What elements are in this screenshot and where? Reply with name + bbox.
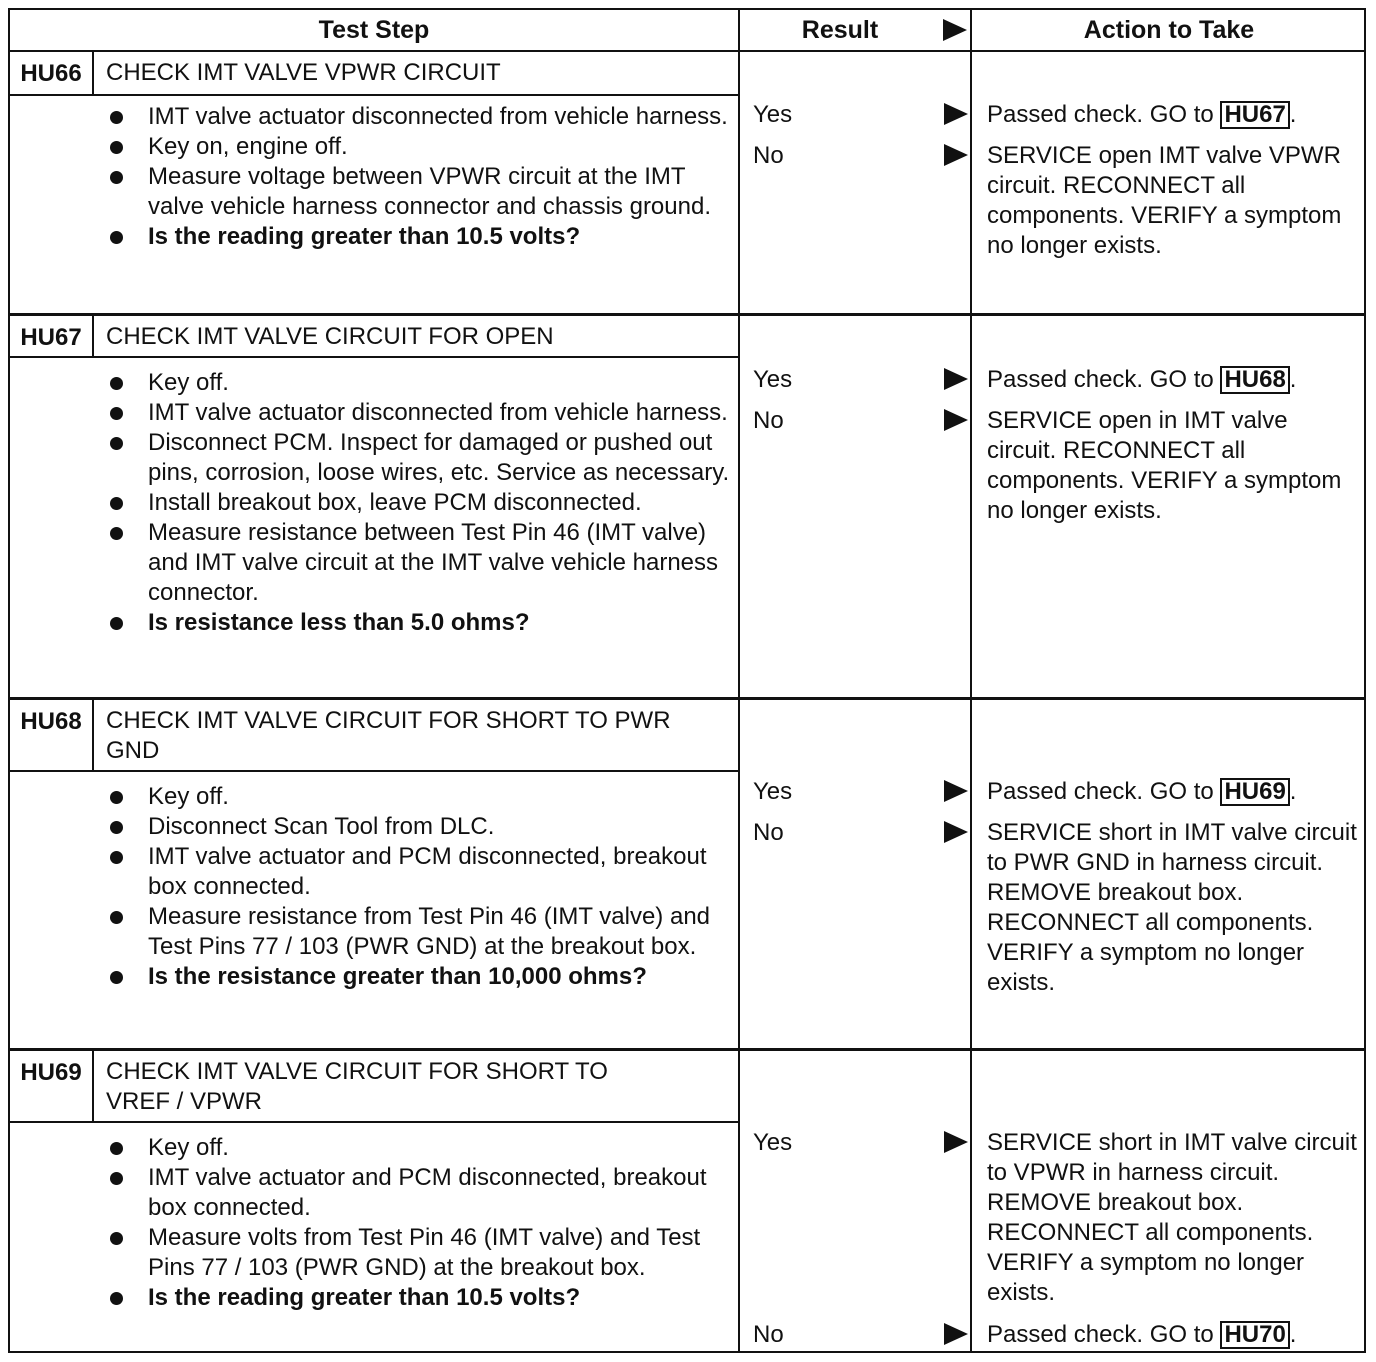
column-divider-action bbox=[970, 10, 972, 1351]
step-id: HU68 bbox=[20, 708, 82, 735]
instruction-question: Is resistance less than 5.0 ohms? bbox=[110, 608, 732, 638]
instruction-question: Is the resistance greater than 10,000 ohms? bbox=[110, 962, 732, 992]
header-test-step: Test Step bbox=[318, 15, 430, 44]
instruction-item: IMT valve actuator and PCM disconnected, breakout box connected. bbox=[110, 1163, 732, 1223]
header-result: Result bbox=[801, 15, 879, 44]
instruction-item: IMT valve actuator disconnected from vehicle harness. bbox=[110, 398, 732, 428]
result-yes: Yes bbox=[753, 366, 793, 393]
step-title: CHECK IMT VALVE CIRCUIT FOR SHORT TO PWR GND bbox=[106, 707, 671, 764]
action-text-tail: . bbox=[1289, 1321, 1297, 1348]
result-no: No bbox=[753, 819, 784, 846]
step-title: CHECK IMT VALVE CIRCUIT FOR SHORT TO VREF / VPWR bbox=[106, 1058, 608, 1115]
instruction-item: Measure voltage between VPWR circuit at the IMT valve vehicle harness connector and chassis ground. bbox=[110, 162, 732, 222]
step-instructions bbox=[110, 102, 732, 252]
header-action: Action to Take bbox=[1083, 15, 1255, 44]
action-text: SERVICE open in IMT valve circuit. RECONNECT all components. VERIFY a symptom no longer exists. bbox=[987, 407, 1342, 524]
instruction-item: Key off. bbox=[110, 368, 732, 398]
instruction-item: Key off. bbox=[110, 782, 732, 812]
step-id: HU66 bbox=[20, 60, 82, 87]
step-separator bbox=[10, 1048, 1366, 1051]
instruction-item: Measure resistance from Test Pin 46 (IMT valve) and Test Pins 77 / 103 (PWR GND) at the breakout box. bbox=[110, 902, 732, 962]
header-rule bbox=[10, 50, 1366, 52]
header-arrow-icon bbox=[943, 19, 967, 41]
result-arrow-icon bbox=[944, 368, 968, 390]
step-id: HU67 bbox=[20, 324, 82, 351]
goto-step-link[interactable]: HU67 bbox=[1220, 101, 1289, 129]
action-text: SERVICE short in IMT valve circuit to VPWR in harness circuit. REMOVE breakout box. RECONNECT all components. VERIFY a symptom no longer exists. bbox=[987, 1129, 1357, 1306]
instruction-item: Key off. bbox=[110, 1133, 732, 1163]
action-text-lead: Passed check. GO to bbox=[987, 101, 1221, 128]
result-no: No bbox=[753, 142, 784, 169]
result-arrow-icon bbox=[944, 821, 968, 843]
step-instructions bbox=[110, 1133, 732, 1313]
instruction-item: Install breakout box, leave PCM disconnected. bbox=[110, 488, 732, 518]
step-title-rule bbox=[10, 356, 740, 358]
action-text: SERVICE short in IMT valve circuit to PWR GND in harness circuit. REMOVE breakout box. RECONNECT all components. VERIFY a symptom no longer exists. bbox=[987, 819, 1357, 996]
result-arrow-icon bbox=[944, 103, 968, 125]
action-text-lead: Passed check. GO to bbox=[987, 366, 1221, 393]
step-separator bbox=[10, 313, 1366, 316]
action-text bbox=[987, 777, 1362, 807]
result-no: No bbox=[753, 407, 784, 434]
step-title-rule bbox=[10, 94, 740, 96]
step-id-divider bbox=[92, 52, 94, 94]
instruction-question: Is the reading greater than 10.5 volts? bbox=[110, 222, 732, 252]
instruction-item: Measure volts from Test Pin 46 (IMT valve) and Test Pins 77 / 103 (PWR GND) at the breakout box. bbox=[110, 1223, 732, 1283]
action-text-lead: Passed check. GO to bbox=[987, 1321, 1221, 1348]
step-separator bbox=[10, 697, 1366, 700]
step-id-divider bbox=[92, 316, 94, 356]
action-text-lead: Passed check. GO to bbox=[987, 778, 1221, 805]
instruction-item: Key on, engine off. bbox=[110, 132, 732, 162]
instruction-question: Is the reading greater than 10.5 volts? bbox=[110, 1283, 732, 1313]
result-yes: Yes bbox=[753, 1129, 793, 1156]
action-text bbox=[987, 365, 1362, 395]
step-id: HU69 bbox=[20, 1059, 82, 1086]
result-arrow-icon bbox=[944, 409, 968, 431]
action-text-tail: . bbox=[1289, 101, 1297, 128]
goto-step-link[interactable]: HU70 bbox=[1220, 1321, 1289, 1349]
result-arrow-icon bbox=[944, 144, 968, 166]
instruction-item: IMT valve actuator and PCM disconnected, breakout box connected. bbox=[110, 842, 732, 902]
instruction-item: Disconnect Scan Tool from DLC. bbox=[110, 812, 732, 842]
result-arrow-icon bbox=[944, 780, 968, 802]
action-text: SERVICE open IMT valve VPWR circuit. RECONNECT all components. VERIFY a symptom no longer exists. bbox=[987, 142, 1342, 259]
result-yes: Yes bbox=[753, 778, 793, 805]
result-no: No bbox=[753, 1321, 784, 1348]
action-text-tail: . bbox=[1289, 366, 1297, 393]
step-id-divider bbox=[92, 700, 94, 770]
step-title: CHECK IMT VALVE VPWR CIRCUIT bbox=[106, 59, 501, 86]
result-yes: Yes bbox=[753, 101, 793, 128]
result-arrow-icon bbox=[944, 1131, 968, 1153]
action-text-tail: . bbox=[1289, 778, 1297, 805]
column-divider-result bbox=[738, 10, 740, 1351]
diagnostic-test-table bbox=[8, 8, 1366, 1353]
instruction-item: IMT valve actuator disconnected from vehicle harness. bbox=[110, 102, 732, 132]
step-title-rule bbox=[10, 1121, 740, 1123]
action-text bbox=[987, 1320, 1362, 1350]
goto-step-link[interactable]: HU69 bbox=[1220, 778, 1289, 806]
step-instructions bbox=[110, 782, 732, 992]
step-title-rule bbox=[10, 770, 740, 772]
instruction-item: Measure resistance between Test Pin 46 (IMT valve) and IMT valve circuit at the IMT valve vehicle harness connector. bbox=[110, 518, 732, 608]
result-arrow-icon bbox=[944, 1323, 968, 1345]
step-instructions bbox=[110, 368, 732, 638]
goto-step-link[interactable]: HU68 bbox=[1220, 366, 1289, 394]
action-text bbox=[987, 100, 1362, 130]
step-id-divider bbox=[92, 1051, 94, 1121]
step-title: CHECK IMT VALVE CIRCUIT FOR OPEN bbox=[106, 323, 554, 350]
instruction-item: Disconnect PCM. Inspect for damaged or pushed out pins, corrosion, loose wires, etc. Service as necessary. bbox=[110, 428, 732, 488]
